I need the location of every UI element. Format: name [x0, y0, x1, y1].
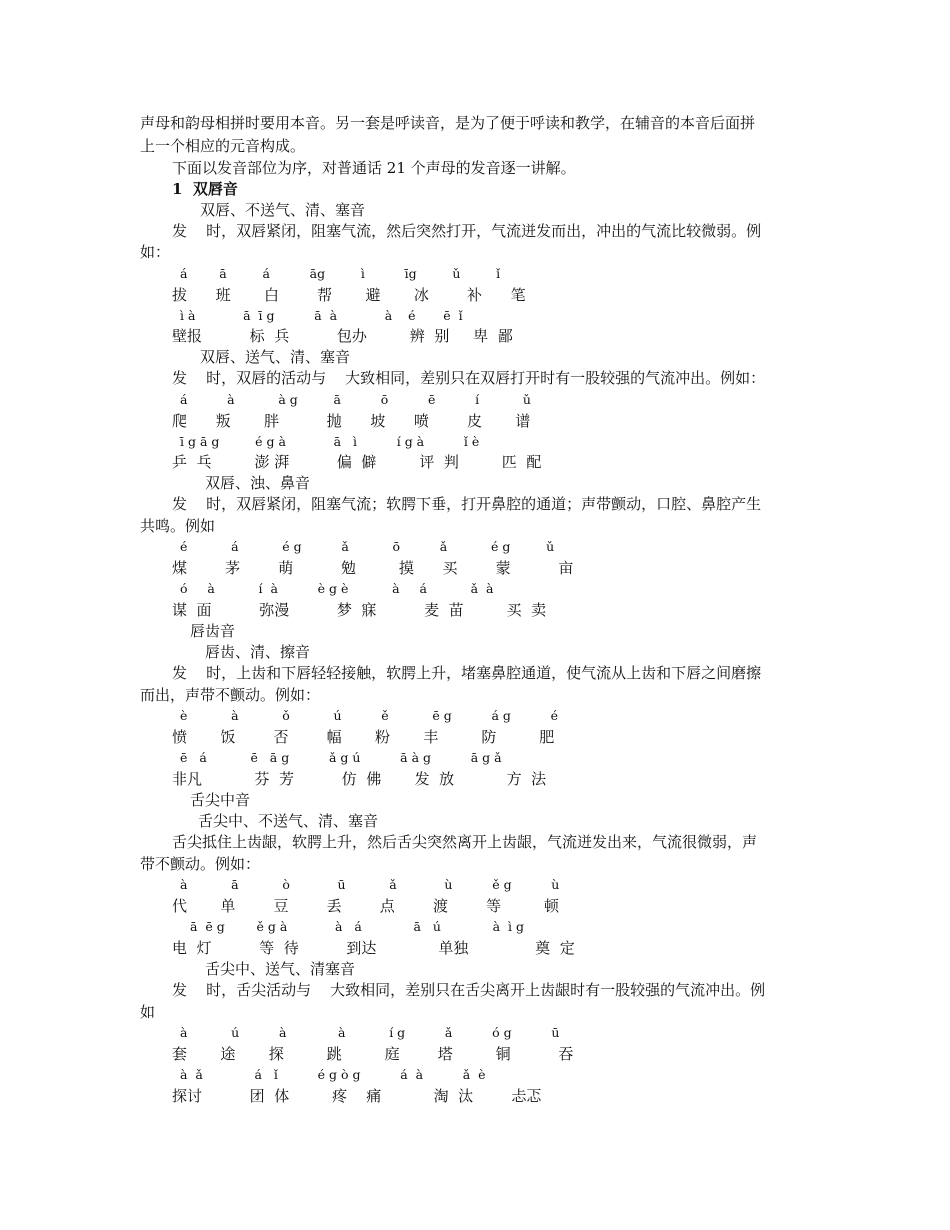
text-line: 舌尖抵住上齿龈，软腭上升，然后舌尖突然离开上齿龈，气流迸发出来，气流很微弱，声 — [172, 833, 758, 851]
pinyin-line: é á é g ǎ ō ǎ é g ǔ — [180, 539, 555, 554]
subsection-heading: 唇齿、清、擦音 — [205, 643, 311, 661]
text-line: 发 时，双唇的活动与 大致相同，差别只在双唇打开时有一股较强的气流冲出。例如： — [172, 369, 766, 387]
example-line: 爬 叛 胖 抛 坡 喷 皮 谱 — [172, 412, 531, 430]
pinyin-line: ā ē g ě g à à á ā ú à ì g — [190, 919, 524, 934]
text-line: 声母和韵母相拼时要用本音。另一套是呼读音，是为了便于呼读和教学，在辅音的本音后面拼 — [140, 114, 756, 132]
pinyin-line: à ǎ á ǐ é g ò g á à ǎ è — [180, 1067, 486, 1082]
section-heading: 1 双唇音 — [172, 180, 238, 198]
text-line: 上一个相应的元音构成。 — [140, 137, 306, 155]
text-line: 发 时，双唇紧闭，阻塞气流；软腭下垂，打开鼻腔的通道；声带颤动，口腔、鼻腔产生 — [172, 495, 762, 513]
text-line: 如： — [140, 243, 171, 261]
subsection-heading: 舌尖中、送气、清塞音 — [205, 960, 356, 978]
text-line: 下面以发音部位为序，对普通话 21 个声母的发音逐一讲解。 — [172, 159, 576, 177]
text-line: 如 — [140, 1003, 156, 1021]
example-line: 壁报 标 兵 包办 辨 别 卑 鄙 — [172, 327, 513, 345]
example-line: 煤 茅 萌 勉 摸 买 蒙 亩 — [172, 559, 574, 577]
example-line: 非凡 芬 芳 仿 佛 发 放 方 法 — [172, 770, 547, 788]
pinyin-line: ì à ā ī g ā à à é ē ǐ — [180, 308, 463, 323]
section-heading: 唇齿音 — [190, 622, 236, 640]
pinyin-line: á ā á āg ì īg ǔ ǐ — [180, 266, 501, 281]
text-line: 共鸣。例如 — [140, 517, 216, 535]
pinyin-line: à ú à à í g ǎ ó g ū — [180, 1025, 560, 1040]
example-line: 探讨 团 体 疼 痛 淘 汰 忐忑 — [172, 1087, 542, 1105]
pinyin-line: ī g ā g é g à ā ì í g à ǐ è — [180, 434, 480, 449]
pinyin-line: ó à í à è g è à á ǎ à — [180, 581, 494, 596]
example-line: 乒 乓 澎 湃 偏 僻 评 判 匹 配 — [172, 453, 542, 471]
pinyin-line: ē á ē ā g ǎ g ú ā à g ā g ǎ — [180, 750, 502, 765]
example-line: 代 单 豆 丢 点 渡 等 顿 — [172, 897, 560, 915]
pinyin-line: è à ǒ ú ě ē g á g é — [180, 708, 559, 723]
example-line: 套 途 探 跳 庭 塔 铜 吞 — [172, 1045, 574, 1063]
text-line: 发 时，双唇紧闭，阻塞气流，然后突然打开，气流迸发而出，冲出的气流比较微弱。例 — [172, 222, 762, 240]
pinyin-line: á à à g ā ō ē í ǔ — [180, 392, 531, 407]
subsection-heading: 双唇、送气、清、塞音 — [200, 348, 351, 366]
pinyin-line: à ā ò ū ǎ ù ě g ù — [180, 877, 560, 892]
text-line: 而出，声带不颤动。例如： — [140, 686, 321, 704]
example-line: 拔 班 白 帮 避 冰 补 笔 — [172, 286, 526, 304]
text-line: 带不颤动。例如： — [140, 855, 261, 873]
text-line: 发 时，上齿和下唇轻轻接触，软腭上升，堵塞鼻腔通道，使气流从上齿和下唇之间磨擦 — [172, 664, 762, 682]
section-heading: 舌尖中音 — [190, 791, 251, 809]
example-line: 谋 面 弥漫 梦 寐 麦 苗 买 卖 — [172, 601, 547, 619]
example-line: 电 灯 等 待 到达 单独 奠 定 — [172, 939, 575, 957]
subsection-heading: 舌尖中、不送气、清、塞音 — [198, 812, 379, 830]
text-line: 发 时，舌尖活动与 大致相同，差别只在舌尖离开上齿龈时有一股较强的气流冲出。例 — [172, 981, 766, 999]
subsection-heading: 双唇、浊、鼻音 — [205, 474, 311, 492]
example-line: 愤 饭 否 幅 粉 丰 防 肥 — [172, 728, 555, 746]
subsection-heading: 双唇、不送气、清、塞音 — [200, 201, 366, 219]
